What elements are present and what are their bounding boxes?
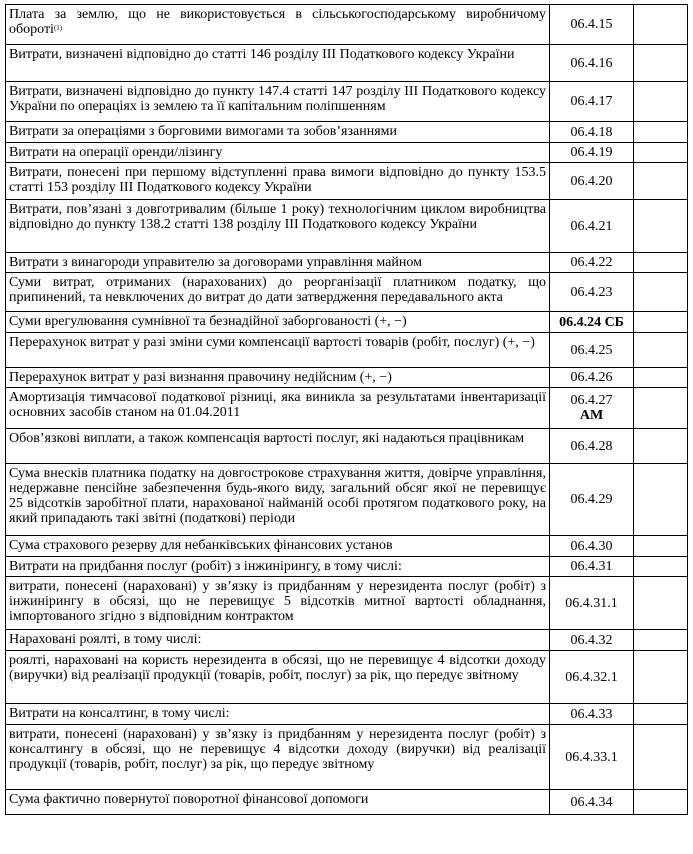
footnote-marker: (1): [53, 24, 63, 32]
row-code: [550, 163, 634, 200]
row-description-text: Витрати, визначені відповідно до статті 146 розділу III Податкового кодексу України: [9, 47, 515, 62]
row-description: [6, 630, 550, 651]
row-description-text: Витрати за операціями з борговими вимогами та зобов’язаннями: [9, 124, 397, 139]
table-row: [6, 312, 688, 333]
row-code: [550, 122, 634, 143]
row-description-text: Перерахунок витрат у разі зміни суми компенсації вартості товарів (робіт, послуг) (+, −): [9, 335, 535, 350]
row-value-cell[interactable]: [634, 651, 688, 704]
row-value-cell[interactable]: [634, 200, 688, 253]
row-code-text: 06.4.22: [570, 255, 613, 270]
row-code-text: 06.4.21: [570, 218, 613, 234]
table-row: [6, 630, 688, 651]
row-code-text: 06.4.24 СБ: [559, 314, 624, 330]
row-code: [550, 5, 634, 45]
row-code: [550, 725, 634, 790]
row-value-cell[interactable]: [634, 163, 688, 200]
table-row: [6, 5, 688, 45]
table-row: [6, 163, 688, 200]
row-value-cell[interactable]: [634, 388, 688, 429]
row-description-text: витрати, понесені (нараховані) у зв’язку із придбанням у нерезидента послуг (робіт) з консалтингу в обсязі, що не перевищує 4 відсотки доходу (виручки) від реалізації продукції (товарів, робіт, послуг) за рік, що передує звітному: [9, 727, 546, 772]
table-row: [6, 725, 688, 790]
row-description: [6, 388, 550, 429]
row-value-cell[interactable]: [634, 273, 688, 312]
row-description: [6, 651, 550, 704]
row-description-text: Суми врегулювання сумнівної та безнадійної заборгованості (+, −): [9, 314, 407, 329]
row-description-text: Сума внесків платника податку на довгострокове страхування життя, довірче управління, недержавне пенсійне забезпечення будь-якого виду, загальний обсяг якої не перевищує 25 відсотків заробітної плати, нарахованої найманій особі протягом податкового року, на який припадають такі звітні (податкові) періоди: [9, 466, 546, 526]
row-description: [6, 122, 550, 143]
row-code-text: 06.4.18: [570, 124, 613, 140]
row-code: [550, 312, 634, 333]
row-description-text: Перерахунок витрат у разі визнання правочину недійсним (+, −): [9, 370, 392, 385]
row-code-text: 06.4.17: [570, 94, 613, 109]
row-description: [6, 82, 550, 122]
table-row: [6, 368, 688, 388]
row-value-cell[interactable]: [634, 464, 688, 536]
row-description: [6, 253, 550, 273]
row-value-cell[interactable]: [634, 253, 688, 273]
row-value-cell[interactable]: [634, 45, 688, 82]
table-row: [6, 82, 688, 122]
row-description: [6, 704, 550, 725]
row-description-text: Витрати, понесені при першому відступленні права вимоги відповідно до пункту 153.5 статті 153 розділу III Податкового кодексу України: [9, 165, 546, 195]
row-code-text: 06.4.20: [570, 173, 613, 189]
row-description: [6, 368, 550, 388]
row-code-text: 06.4.28: [570, 438, 613, 454]
row-description-text: Витрати на консалтинг, в тому числі:: [9, 706, 230, 721]
row-value-cell[interactable]: [634, 368, 688, 388]
row-description: [6, 163, 550, 200]
row-description-text: Витрати на придбання послуг (робіт) з інжинірингу, в тому числі:: [9, 559, 402, 574]
row-code: [550, 464, 634, 536]
row-description-text: Амортизація тимчасової податкової різниці, яка виникла за результатами інвентаризації основних засобів станом на 01.04.2011: [9, 390, 546, 420]
row-description: [6, 5, 550, 45]
table-row: [6, 536, 688, 557]
table-row: [6, 429, 688, 464]
row-description: [6, 312, 550, 333]
row-code-text: 06.4.29: [570, 492, 613, 507]
table-row: [6, 464, 688, 536]
row-value-cell[interactable]: [634, 725, 688, 790]
row-description-text: Витрати на операції оренди/лізингу: [9, 145, 223, 160]
row-description-text: Витрати, визначені відповідно до пункту 147.4 статті 147 розділу III Податкового кодексу України по операціях із землею та її капітальним поліпшенням: [9, 84, 546, 114]
row-code: [550, 630, 634, 651]
row-description-text: Сума фактично повернутої поворотної фінансової допомоги: [9, 792, 369, 807]
table-row: [6, 45, 688, 82]
row-value-cell[interactable]: [634, 333, 688, 368]
row-code-text: 06.4.33: [570, 706, 613, 722]
row-description-text: Витрати з винагороди управителю за договорами управління майном: [9, 255, 422, 270]
row-description: [6, 429, 550, 464]
table-row: [6, 704, 688, 725]
row-description: [6, 790, 550, 815]
row-code-text: 06.4.27: [570, 393, 613, 408]
row-code: [550, 45, 634, 82]
row-value-cell[interactable]: [634, 790, 688, 815]
tax-form-table: [5, 4, 688, 815]
row-value-cell[interactable]: [634, 704, 688, 725]
row-code-text: 06.4.32.1: [565, 669, 618, 685]
row-description: [6, 143, 550, 163]
row-description: [6, 577, 550, 630]
row-code-text: 06.4.32: [570, 632, 613, 648]
row-description-text: Плата за землю, що не використовується в сільськогосподарському виробничому обороті: [9, 7, 546, 37]
row-code-text: 06.4.31: [570, 559, 613, 574]
row-value-cell[interactable]: [634, 429, 688, 464]
table-body: [6, 5, 688, 815]
row-value-cell[interactable]: [634, 630, 688, 651]
row-description-text: Нараховані роялті, в тому числі:: [9, 632, 202, 647]
table-row: [6, 333, 688, 368]
row-description: [6, 200, 550, 253]
row-code: [550, 273, 634, 312]
row-description-text: роялті, нараховані на користь нерезидента в обсязі, що не перевищує 4 відсотки доходу (виручки) від реалізації продукції (товарів, робіт, послуг) за рік, що передує звітному: [9, 653, 546, 683]
row-value-cell[interactable]: [634, 577, 688, 630]
row-code: [550, 704, 634, 725]
row-code: [550, 557, 634, 577]
row-code-text: 06.4.26: [570, 370, 613, 385]
row-code-text: 06.4.15: [570, 17, 613, 32]
table-row: [6, 253, 688, 273]
row-code: [550, 790, 634, 815]
row-code-text: 06.4.30: [570, 538, 613, 554]
table-row: [6, 790, 688, 815]
row-value-cell[interactable]: [634, 557, 688, 577]
row-description: [6, 45, 550, 82]
table-row: [6, 200, 688, 253]
row-code: [550, 82, 634, 122]
row-value-cell[interactable]: [634, 312, 688, 333]
row-code-text: 06.4.34: [570, 794, 613, 810]
row-code-text: 06.4.31.1: [565, 595, 618, 611]
row-code-text: 06.4.25: [570, 342, 613, 358]
row-code: [550, 536, 634, 557]
row-code: [550, 388, 634, 429]
row-code-text: 06.4.33.1: [565, 749, 618, 765]
row-description: [6, 464, 550, 536]
row-description-text: Витрати, пов’язані з довготривалим (більше 1 року) технологічним циклом виробництва відповідно до пункту 138.2 статті 138 розділу III Податкового кодексу України: [9, 202, 546, 232]
row-code: [550, 651, 634, 704]
row-code-text: 06.4.23: [570, 284, 613, 300]
row-value-cell[interactable]: [634, 122, 688, 143]
row-code-text: 06.4.16: [570, 55, 613, 71]
row-description: [6, 725, 550, 790]
row-code-text: 06.4.19: [570, 145, 613, 160]
row-code: [550, 253, 634, 273]
row-code: [550, 333, 634, 368]
row-code: [550, 368, 634, 388]
row-code-suffix: АМ: [579, 408, 604, 423]
row-value-cell[interactable]: [634, 5, 688, 45]
table-row: [6, 388, 688, 429]
row-description: [6, 557, 550, 577]
table-row: [6, 122, 688, 143]
row-description-text: витрати, понесені (нараховані) у зв’язку із придбанням у нерезидента послуг (робіт) з інжинірингу в обсязі, що не перевищує 5 відсотків митної вартості обладнання, імпортованого згідно з відповідним контрактом: [9, 579, 546, 624]
row-code: [550, 577, 634, 630]
row-code: [550, 200, 634, 253]
row-description-text: Обов’язкові виплати, а також компенсація вартості послуг, які надаються працівникам: [9, 431, 525, 446]
row-value-cell[interactable]: [634, 143, 688, 163]
row-code: [550, 143, 634, 163]
row-description: [6, 333, 550, 368]
table-row: [6, 577, 688, 630]
row-description: [6, 273, 550, 312]
row-description-text: Суми витрат, отриманих (нарахованих) до реорганізації платником податку, що припинений, та невключених до витрат до дати затвердження передавального акта: [9, 275, 546, 305]
row-value-cell[interactable]: [634, 536, 688, 557]
row-description: [6, 536, 550, 557]
table-row: [6, 557, 688, 577]
table-row: [6, 651, 688, 704]
row-value-cell[interactable]: [634, 82, 688, 122]
table-row: [6, 143, 688, 163]
row-description-text: Сума страхового резерву для небанківських фінансових установ: [9, 538, 393, 553]
table-row: [6, 273, 688, 312]
row-code: [550, 429, 634, 464]
